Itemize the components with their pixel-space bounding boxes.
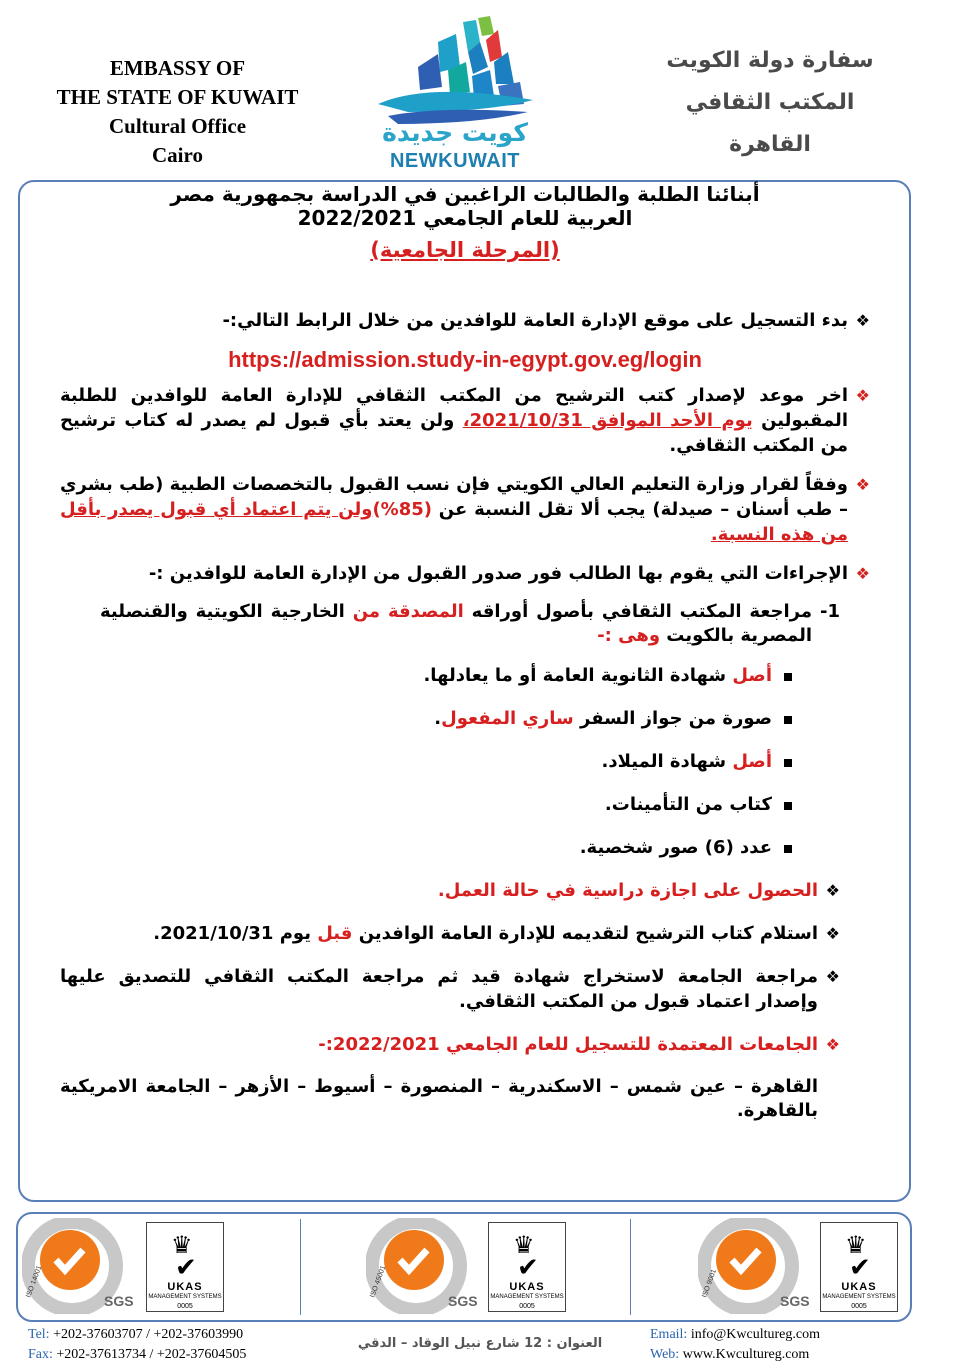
square-bullet-icon — [784, 802, 792, 810]
ukas-label: UKAS — [509, 1281, 545, 1293]
bullet-approved-universities — [60, 1032, 840, 1057]
web-label: Web: — [650, 1347, 680, 1362]
sgs-label: SGS — [780, 1293, 810, 1309]
diamond-bullet-icon: ❖ — [825, 924, 840, 943]
ukas-code: 0005 — [519, 1303, 535, 1310]
document-text: شهادة الميلاد. — [601, 751, 733, 772]
procedure-step-1 — [100, 600, 840, 648]
bullet-medical-ratio — [60, 472, 870, 547]
footer-divider — [630, 1219, 631, 1315]
bullet-deadline — [60, 383, 870, 458]
bullet-registration-text: بدء التسجيل على موقع الإدارة العامة للوافدين من خلال الرابط التالي:- — [222, 310, 848, 331]
medical-ratio-value: (85%) — [372, 499, 432, 520]
deadline-date: يوم الأحد الموافق 2021/10/31، — [462, 410, 753, 431]
ukas-sub-label: MANAGEMENT SYSTEMS — [822, 1294, 896, 1300]
stage-heading: (المرحلة الجامعية) — [370, 238, 560, 262]
diamond-bullet-icon: ❖ — [825, 967, 840, 986]
document-text-end: . — [434, 708, 442, 729]
square-bullet-icon — [784, 845, 792, 853]
document-red-word: أصل — [732, 665, 772, 686]
universities-list — [60, 1075, 840, 1123]
iso-label: ISO 9001 — [701, 1268, 718, 1299]
bullet-medical-text: وفقاً لقرار وزارة التعليم العالي الكويتي فإن نسب القبول بالتخصصات الطبية (طب بشري – طب أسنان – صيدلة) يجب ألا تقل النسبة عن — [60, 474, 848, 520]
tel-value: +202-37603707 / +202-37603990 — [53, 1327, 244, 1342]
ukas-sub-label: MANAGEMENT SYSTEMS — [148, 1294, 222, 1300]
step-1-red-b: وهى :- — [597, 625, 661, 646]
diamond-bullet-icon: ❖ — [825, 881, 840, 900]
documents-list — [60, 664, 800, 860]
square-bullet-icon — [784, 716, 792, 724]
bullet-receive-letter — [60, 921, 840, 946]
email-web-block — [650, 1325, 820, 1365]
heading-en-line4: Cairo — [152, 143, 203, 167]
web-line — [650, 1345, 820, 1365]
sgs-label: SGS — [104, 1293, 134, 1309]
ukas-sub-label: MANAGEMENT SYSTEMS — [490, 1294, 564, 1300]
document-red-word: ساري المفعول — [441, 708, 574, 729]
ukas-label: UKAS — [167, 1281, 203, 1293]
heading-en-line2: THE STATE OF KUWAIT — [56, 85, 299, 109]
bullet-university-review — [60, 964, 840, 1014]
sgs-certification-badge — [366, 1218, 478, 1314]
document-item — [60, 664, 800, 688]
logo-arabic-text: كويت جديدة — [382, 118, 528, 147]
admission-link[interactable]: https://admission.study-in-egypt.gov.eg/login — [228, 347, 702, 372]
heading-en-line3: Cultural Office — [108, 114, 247, 138]
approved-universities-heading: الجامعات المعتمدة للتسجيل للعام الجامعي 2022/2021:- — [318, 1034, 818, 1055]
check-icon: ✔ — [517, 1253, 539, 1283]
crown-icon: ♛ — [845, 1231, 867, 1259]
iso-label: ISO 45001 — [369, 1264, 388, 1299]
ukas-badge — [488, 1222, 566, 1312]
document-item — [60, 836, 800, 860]
footer-divider — [300, 1219, 301, 1315]
iso-label: ISO 14001 — [25, 1264, 44, 1299]
document-item — [60, 707, 800, 731]
bullet-study-leave — [60, 878, 840, 903]
heading-ar-line3: القاهرة — [729, 132, 811, 157]
bullet-deadline-text-a: اخر موعد لإصدار كتب الترشيح من المكتب الثقافي للإدارة العامة للوافدين للطلبة المقبولين — [60, 385, 848, 431]
embassy-arabic-heading — [620, 40, 920, 166]
phone-fax-block — [28, 1325, 246, 1365]
ukas-badge — [146, 1222, 224, 1312]
heading-en-line1: EMBASSY OF — [109, 56, 246, 80]
fax-value: +202-37613734 / +202-37604505 — [56, 1347, 247, 1362]
tel-line — [28, 1325, 246, 1345]
document-text: عدد (6) صور شخصية. — [579, 837, 772, 858]
diamond-bullet-icon: ❖ — [855, 386, 870, 405]
sgs-certification-badge — [22, 1218, 134, 1314]
ukas-code: 0005 — [177, 1303, 193, 1310]
email-link[interactable]: info@Kwcultureg.com — [690, 1327, 820, 1342]
crown-icon: ♛ — [171, 1231, 193, 1259]
ukas-code: 0005 — [851, 1303, 867, 1310]
receive-letter-text-b: يوم 2021/10/31. — [153, 923, 318, 944]
square-bullet-icon — [784, 673, 792, 681]
document-text: شهادة الثانوية العامة أو ما يعادلها. — [423, 665, 733, 686]
step-number: 1- — [819, 601, 840, 622]
diamond-bullet-icon: ❖ — [825, 1035, 840, 1054]
check-icon: ✔ — [175, 1253, 197, 1283]
title-line1: أبنائنا الطلبة والطالبات الراغبين في الدراسة بجمهورية مصر — [170, 182, 760, 206]
fax-label: Fax: — [28, 1347, 53, 1362]
document-item — [60, 750, 800, 774]
embassy-english-heading — [20, 54, 335, 170]
document-item — [60, 793, 800, 817]
ukas-label: UKAS — [841, 1281, 877, 1293]
bullet-procedures — [60, 561, 870, 586]
medical-ratio-warning: ولن يتم اعتماد أي قبول يصدر بأقل من هذه النسبة. — [60, 499, 848, 545]
document-text: كتاب من التأمينات. — [604, 794, 772, 815]
email-line — [650, 1325, 820, 1345]
receive-letter-red: قبل — [317, 923, 353, 944]
address-text: العنوان : 12 شارع نبيل الوقاد – الدقي — [357, 1336, 603, 1351]
step-1-red-a: المصدقة من — [352, 601, 464, 622]
title-line2: العربية للعام الجامعي 2022/2021 — [297, 206, 633, 230]
square-bullet-icon — [784, 759, 792, 767]
fax-line — [28, 1345, 246, 1365]
document-text: صورة من جواز السفر — [573, 708, 772, 729]
web-link[interactable]: www.Kwcultureg.com — [682, 1347, 810, 1362]
step-1-text-a: مراجعة المكتب الثقافي بأصول أوراقه — [463, 601, 812, 622]
bullet-deadline-text-b: ولن يعتد بأي قبول لم يصدر له كتاب ترشيح من المكتب الثقافي. — [60, 410, 848, 456]
tel-label: Tel: — [28, 1327, 50, 1342]
bullet-procedures-text: الإجراءات التي يقوم بها الطالب فور صدور القبول من الإدارة العامة للوافدين :- — [148, 563, 848, 584]
heading-ar-line2: المكتب الثقافي — [685, 90, 855, 115]
document-red-word: أصل — [732, 751, 772, 772]
ukas-badge — [820, 1222, 898, 1312]
receive-letter-text-a: استلام كتاب الترشيح لتقديمه للإدارة العامة الوافدين — [352, 923, 818, 944]
logo-english-text: NEWKUWAIT — [389, 150, 521, 172]
diamond-bullet-icon: ❖ — [855, 564, 870, 583]
email-label: Email: — [650, 1327, 688, 1342]
diamond-bullet-icon: ❖ — [855, 475, 870, 494]
sgs-label: SGS — [448, 1293, 478, 1309]
heading-ar-line1: سفارة دولة الكويت — [666, 48, 874, 73]
universities-text: القاهرة – عين شمس – الاسكندرية – المنصورة – أسيوط – الأزهر – الجامعة الامريكية بالقاهرة. — [60, 1076, 818, 1121]
sgs-certification-badge — [698, 1218, 810, 1314]
announcement-content — [60, 182, 870, 1123]
crown-icon: ♛ — [513, 1231, 535, 1259]
study-leave-text: الحصول على اجازة دراسية في حالة العمل. — [437, 880, 818, 901]
check-icon: ✔ — [849, 1253, 871, 1283]
diamond-bullet-icon: ❖ — [855, 311, 870, 330]
step-1-text-b: الخارجية الكويتية والقنصلية المصرية بالكويت — [100, 601, 812, 646]
university-review-text: مراجعة الجامعة لاستخراج شهادة قيد ثم مراجعة المكتب الثقافي للتصديق عليها وإصدار اعتماد قبول من المكتب الثقافي. — [60, 966, 818, 1012]
bullet-registration — [60, 308, 870, 333]
